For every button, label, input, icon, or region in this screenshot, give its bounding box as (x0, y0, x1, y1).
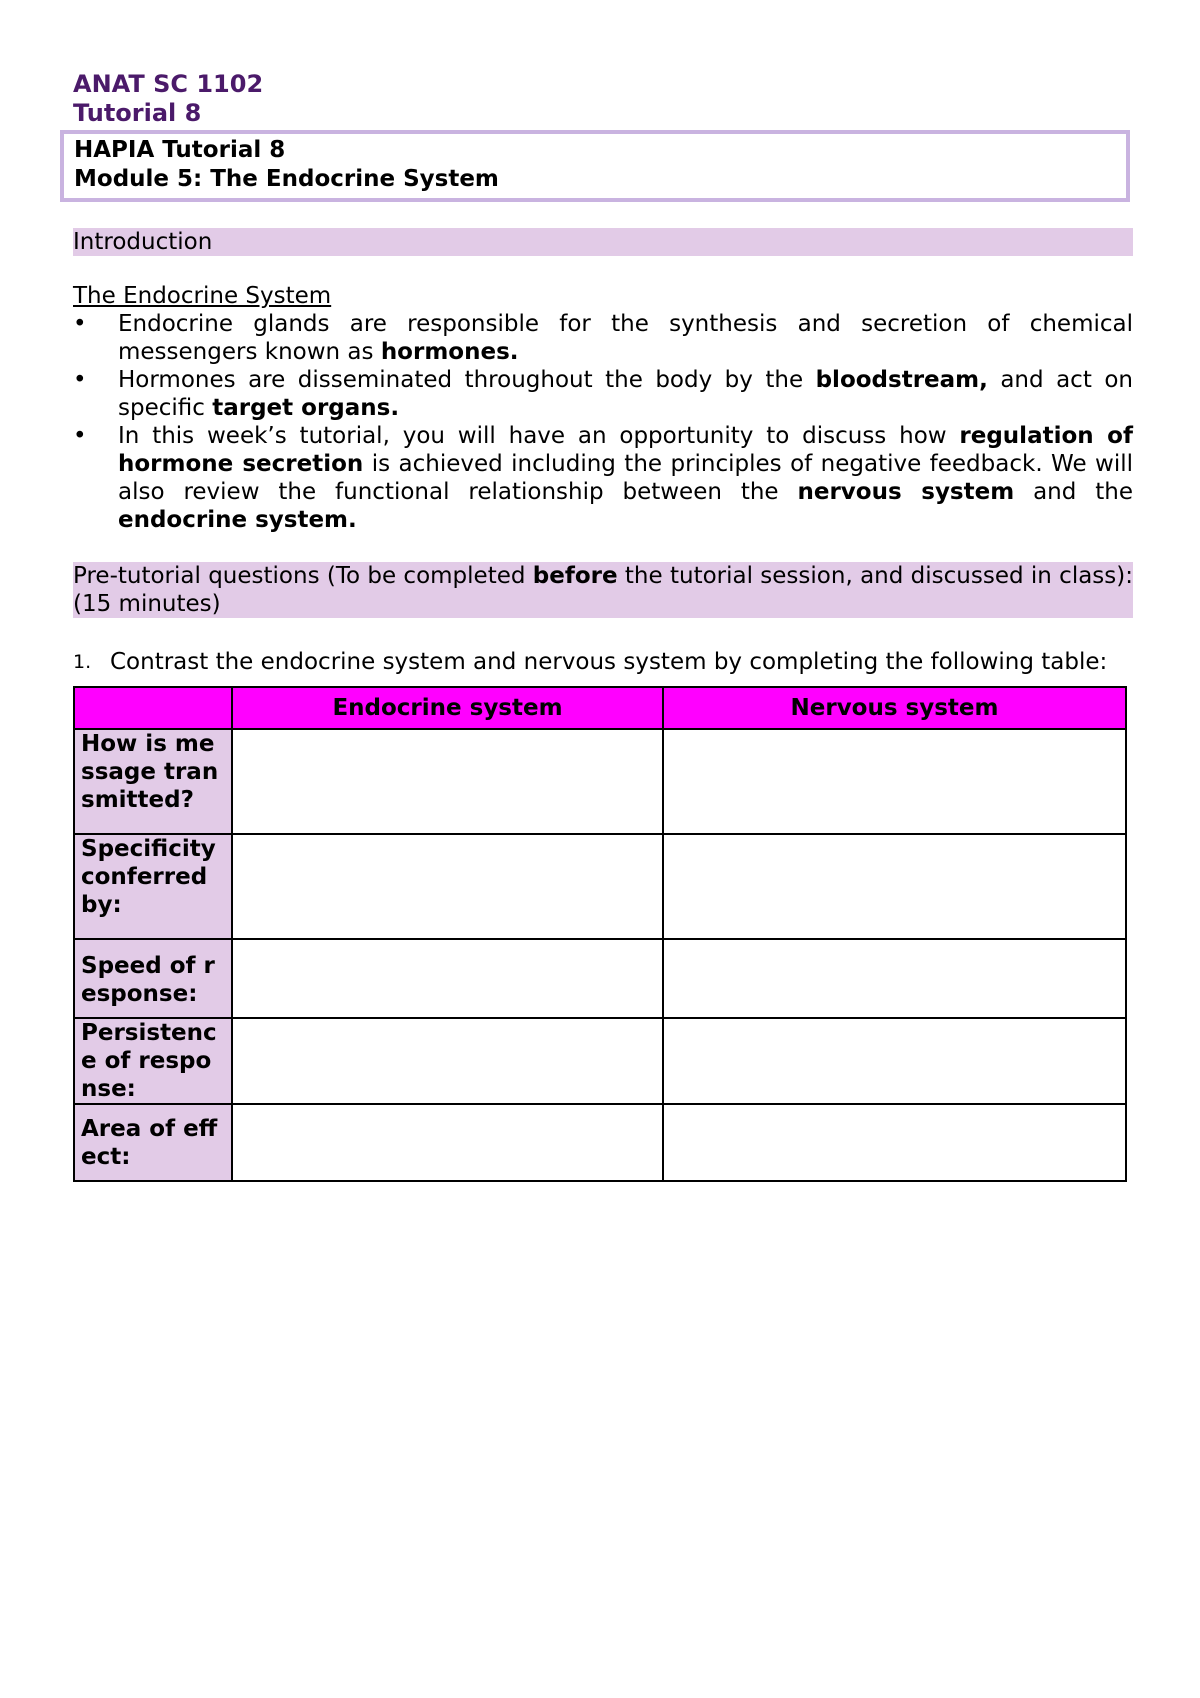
bullet-text: is achieved including the principles of negative feedback. We will also review the functional relationship between the (118, 451, 1133, 505)
question-number: 1. (73, 651, 92, 673)
table-header-corner (74, 687, 232, 729)
table-header-nervous: Nervous system (663, 687, 1126, 729)
row-label: Area of effect: (74, 1104, 232, 1181)
row-label: Specificity conferred by: (74, 834, 232, 939)
row-label: Speed of response: (74, 939, 232, 1018)
endocrine-cell[interactable] (232, 1104, 663, 1181)
nervous-cell[interactable] (663, 729, 1126, 834)
document-page (73, 70, 1133, 1182)
bullet-dot-icon: • (73, 423, 87, 449)
title-box (60, 130, 1130, 202)
bullet-text: nervous system (797, 479, 1015, 505)
endocrine-cell[interactable] (232, 834, 663, 939)
nervous-cell[interactable] (663, 1104, 1126, 1181)
pre-tutorial-text-after: the tutorial session, and discussed in class): (15 minutes) (73, 563, 1133, 617)
row-label: How is message transmitted? (74, 729, 232, 834)
row-label: Persistence of response: (74, 1018, 232, 1104)
endocrine-cell[interactable] (232, 939, 663, 1018)
bullet-item (73, 422, 1133, 534)
bullet-item (73, 366, 1133, 422)
endocrine-system-heading: The Endocrine System (73, 283, 332, 309)
bullet-dot-icon: • (73, 367, 87, 393)
table-header-endocrine: Endocrine system (232, 687, 663, 729)
course-code: ANAT SC 1102 (73, 70, 264, 98)
table-row (74, 1018, 1126, 1104)
bullet-text: and the (1014, 479, 1134, 505)
endocrine-cell[interactable] (232, 729, 663, 834)
question-text: Contrast the endocrine system and nervous system by completing the following table: (110, 649, 1108, 675)
title-line-2: Module 5: The Endocrine System (74, 166, 499, 192)
nervous-cell[interactable] (663, 834, 1126, 939)
bullet-text: target organs. (212, 395, 400, 421)
bullet-text: In this week’s tutorial, you will have an opportunity to discuss how (118, 423, 960, 449)
bullet-text: endocrine system. (118, 507, 357, 533)
nervous-cell[interactable] (663, 1018, 1126, 1104)
pre-tutorial-heading (73, 562, 1133, 618)
bullet-text: Hormones are disseminated throughout the body by the (118, 367, 816, 393)
bullet-dot-icon: • (73, 311, 87, 337)
pre-tutorial-text-bold: before (532, 563, 618, 589)
table-row (74, 939, 1126, 1018)
endocrine-cell[interactable] (232, 1018, 663, 1104)
question-1 (73, 648, 1133, 676)
introduction-heading: Introduction (73, 228, 1133, 256)
bullet-text: Endocrine glands are responsible for the synthesis and secretion of chemical messengers known as (118, 311, 1133, 365)
bullet-text: regulation of hormone secretion (118, 423, 1133, 477)
tutorial-number: Tutorial 8 (73, 99, 202, 127)
bullet-item (73, 310, 1133, 366)
contrast-table (73, 686, 1127, 1182)
table-header-row (74, 687, 1126, 729)
bullet-text: hormones. (380, 339, 519, 365)
bullet-text: bloodstream, (815, 367, 988, 393)
pre-tutorial-text-before: Pre-tutorial questions (To be completed (73, 563, 533, 589)
nervous-cell[interactable] (663, 939, 1126, 1018)
endocrine-bullet-list (73, 310, 1133, 534)
table-row (74, 1104, 1126, 1181)
table-row (74, 834, 1126, 939)
bullet-text: and act on specific (118, 367, 1133, 421)
table-row (74, 729, 1126, 834)
title-line-1: HAPIA Tutorial 8 (74, 137, 286, 163)
